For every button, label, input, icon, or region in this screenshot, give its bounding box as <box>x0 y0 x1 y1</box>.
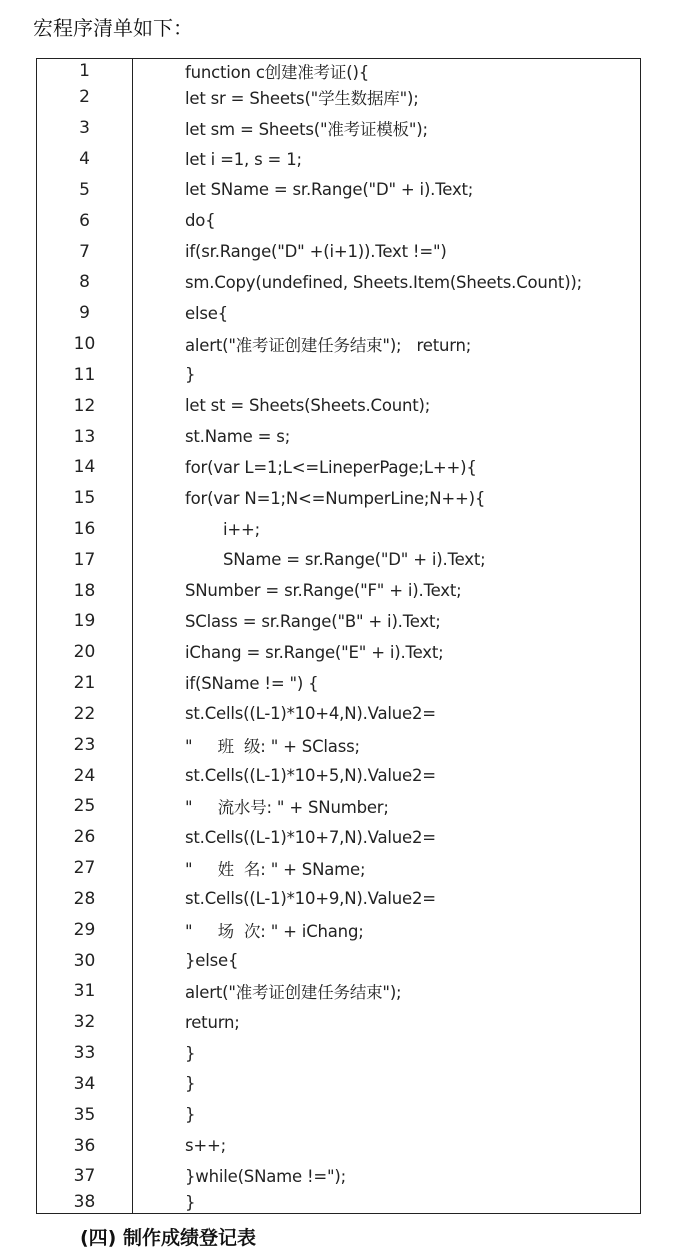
code-line: if(sr.Range("D" +(i+1)).Text !=") <box>185 242 447 262</box>
code-row <box>37 1130 640 1161</box>
line-number: 11 <box>37 359 133 390</box>
code-row <box>37 1038 640 1069</box>
code-row <box>37 884 640 915</box>
code-line: " 姓 名: " + SName; <box>185 860 366 880</box>
code-row <box>37 59 640 82</box>
code-line: else{ <box>185 303 228 323</box>
line-number: 32 <box>37 1007 133 1038</box>
code-row <box>37 699 640 730</box>
code-row <box>37 1069 640 1100</box>
line-number: 12 <box>37 390 133 421</box>
code-row <box>37 791 640 822</box>
code-row <box>37 822 640 853</box>
code-row <box>37 390 640 421</box>
line-number: 1 <box>37 59 133 82</box>
line-number: 24 <box>37 760 133 791</box>
code-row <box>37 205 640 236</box>
line-number: 29 <box>37 914 133 945</box>
code-row <box>37 914 640 945</box>
code-row <box>37 729 640 760</box>
code-row <box>37 544 640 575</box>
code-line: } <box>185 1074 196 1094</box>
code-row <box>37 514 640 545</box>
line-number: 5 <box>37 174 133 205</box>
code-line: iChang = sr.Range("E" + i).Text; <box>185 642 444 662</box>
code-row <box>37 298 640 329</box>
next-section-heading: (四) 制作成绩登记表 <box>80 1227 256 1249</box>
code-row <box>37 1161 640 1192</box>
code-row <box>37 1192 640 1213</box>
code-line: if(SName != ") { <box>185 673 319 693</box>
code-row <box>37 760 640 791</box>
line-number: 31 <box>37 976 133 1007</box>
code-line: SName = sr.Range("D" + i).Text; <box>223 550 486 570</box>
code-row <box>37 483 640 514</box>
code-line: sm.Copy(undefined, Sheets.Item(Sheets.Count)); <box>185 272 583 292</box>
code-line: let SName = sr.Range("D" + i).Text; <box>185 180 474 200</box>
code-line: }else{ <box>185 951 239 971</box>
code-line: let st = Sheets(Sheets.Count); <box>185 396 431 416</box>
code-row <box>37 82 640 113</box>
line-number: 14 <box>37 452 133 483</box>
code-line: " 场 次: " + iChang; <box>185 921 364 941</box>
line-number: 28 <box>37 884 133 915</box>
line-number: 34 <box>37 1069 133 1100</box>
code-row <box>37 113 640 144</box>
line-number: 19 <box>37 606 133 637</box>
code-row <box>37 359 640 390</box>
code-line: do{ <box>185 211 216 231</box>
line-number: 9 <box>37 298 133 329</box>
code-row <box>37 853 640 884</box>
line-number: 10 <box>37 329 133 360</box>
code-row <box>37 236 640 267</box>
code-line: for(var L=1;L<=LineperPage;L++){ <box>185 457 477 477</box>
code-line: alert("准考证创建任务结束"); return; <box>185 336 472 356</box>
code-row <box>37 1099 640 1130</box>
code-line: let sm = Sheets("准考证模板"); <box>185 120 428 140</box>
code-line: alert("准考证创建任务结束"); <box>185 983 402 1003</box>
code-line: st.Cells((L-1)*10+9,N).Value2= <box>185 889 436 909</box>
code-row <box>37 174 640 205</box>
code-line: function c创建准考证(){ <box>185 62 369 82</box>
code-line: st.Cells((L-1)*10+7,N).Value2= <box>185 827 436 847</box>
code-line: } <box>185 1105 196 1125</box>
line-number: 8 <box>37 267 133 298</box>
line-number: 23 <box>37 729 133 760</box>
code-line: SNumber = sr.Range("F" + i).Text; <box>185 581 462 601</box>
code-line: } <box>185 365 196 385</box>
code-row <box>37 575 640 606</box>
line-number: 36 <box>37 1130 133 1161</box>
code-line: SClass = sr.Range("B" + i).Text; <box>185 611 441 631</box>
line-number: 3 <box>37 113 133 144</box>
code-line: st.Name = s; <box>185 427 291 447</box>
line-number: 7 <box>37 236 133 267</box>
code-row <box>37 421 640 452</box>
code-line: st.Cells((L-1)*10+4,N).Value2= <box>185 704 436 724</box>
code-row <box>37 976 640 1007</box>
line-number: 13 <box>37 421 133 452</box>
line-number: 21 <box>37 668 133 699</box>
code-line: } <box>185 1043 196 1063</box>
line-number: 30 <box>37 945 133 976</box>
code-line: for(var N=1;N<=NumperLine;N++){ <box>185 488 486 508</box>
code-row <box>37 267 640 298</box>
code-row <box>37 1007 640 1038</box>
line-number: 15 <box>37 483 133 514</box>
code-line: " 流水号: " + SNumber; <box>185 798 389 818</box>
code-line: s++; <box>185 1136 227 1156</box>
line-number: 37 <box>37 1161 133 1192</box>
code-line: }while(SName !="); <box>185 1166 347 1186</box>
line-number: 25 <box>37 791 133 822</box>
code-row <box>37 945 640 976</box>
line-number: 4 <box>37 144 133 175</box>
line-number: 16 <box>37 514 133 545</box>
line-number: 38 <box>37 1192 133 1213</box>
line-number: 17 <box>37 544 133 575</box>
line-number: 18 <box>37 575 133 606</box>
line-number: 2 <box>37 82 133 113</box>
line-number: 27 <box>37 853 133 884</box>
code-line: } <box>185 1192 196 1212</box>
code-line: i++; <box>223 519 260 539</box>
code-row <box>37 606 640 637</box>
line-number: 33 <box>37 1038 133 1069</box>
code-line: st.Cells((L-1)*10+5,N).Value2= <box>185 766 436 786</box>
line-number: 35 <box>37 1099 133 1130</box>
code-line: let i =1, s = 1; <box>185 149 302 169</box>
line-number: 22 <box>37 699 133 730</box>
code-line: " 班 级: " + SClass; <box>185 736 360 756</box>
line-number: 6 <box>37 205 133 236</box>
line-number: 20 <box>37 637 133 668</box>
code-listing-table <box>36 58 641 1214</box>
code-row <box>37 144 640 175</box>
code-row <box>37 452 640 483</box>
code-row <box>37 329 640 360</box>
code-row <box>37 668 640 699</box>
page-heading: 宏程序清单如下： <box>33 16 193 40</box>
line-number: 26 <box>37 822 133 853</box>
code-line: return; <box>185 1012 240 1032</box>
code-line: let sr = Sheets("学生数据库"); <box>185 89 419 109</box>
code-row <box>37 637 640 668</box>
